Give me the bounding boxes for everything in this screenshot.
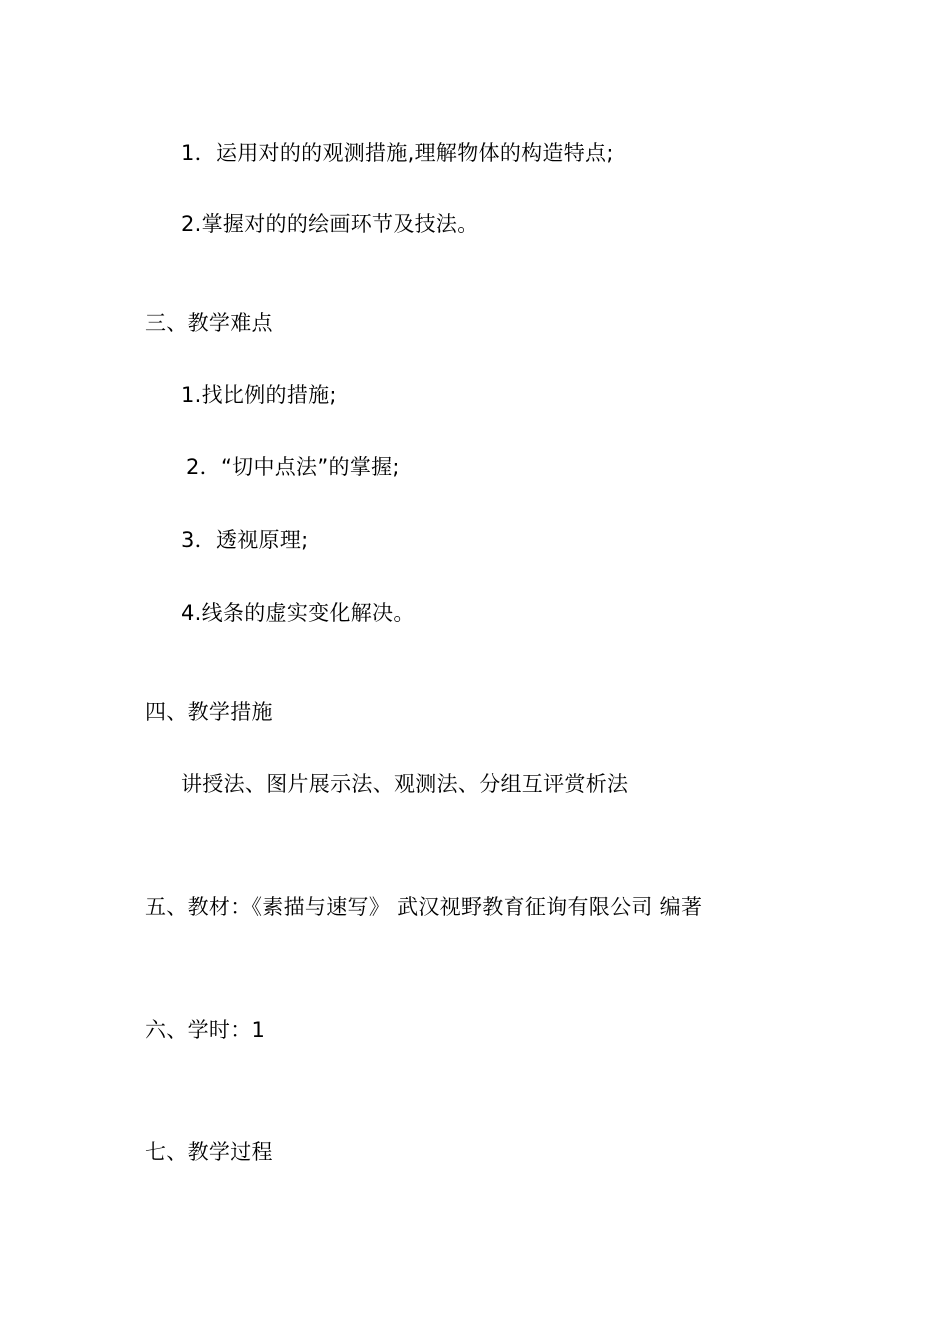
methods-body: 讲授法、图片展示法、观测法、分组互评赏析法 <box>181 772 629 796</box>
focus-item-2: 2.掌握对的的绘画环节及技法。 <box>181 212 479 236</box>
section-heading-methods: 四、教学措施 <box>145 700 273 724</box>
difficulty-item-3: 3．透视原理; <box>181 528 309 552</box>
focus-item-1: 1．运用对的的观测措施,理解物体的构造特点; <box>181 141 614 165</box>
difficulty-item-2: 2．“切中点法”的掌握; <box>186 455 400 479</box>
section-heading-hours: 六、学时：1 <box>145 1018 266 1042</box>
difficulty-item-1: 1.找比例的措施; <box>181 383 337 407</box>
section-heading-difficulties: 三、教学难点 <box>145 311 273 335</box>
difficulty-item-4: 4.线条的虚实变化解决。 <box>181 601 415 625</box>
section-heading-process: 七、教学过程 <box>145 1140 273 1164</box>
section-heading-textbook: 五、教材：《素描与速写》 武汉视野教育征询有限公司 编著 <box>145 895 703 919</box>
